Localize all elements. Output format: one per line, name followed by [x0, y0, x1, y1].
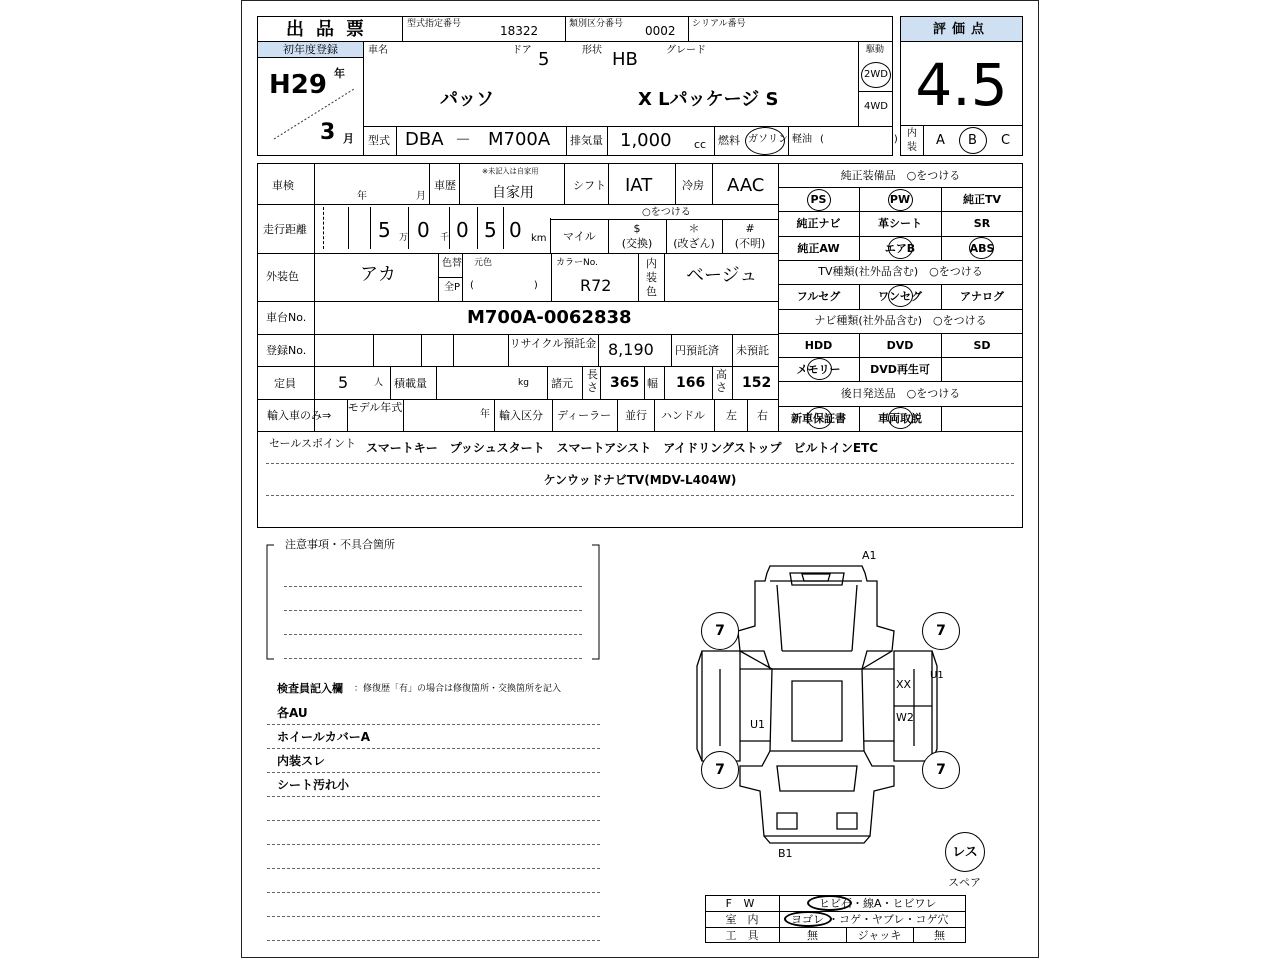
mileage-digit-3: 0: [456, 218, 469, 242]
sales-point-label: セールスポイント: [269, 437, 357, 450]
tv-fullseg: フルセグ: [796, 290, 841, 303]
shape: HB: [612, 49, 638, 70]
category: 0002: [645, 24, 676, 38]
mileage-digit-5: 0: [509, 218, 522, 242]
navi-memory-circle: [807, 358, 832, 380]
equip-pw: PW: [889, 193, 911, 206]
first-reg-label: 初年度登録: [283, 43, 338, 56]
mileage-digit-1: 5: [378, 218, 391, 242]
interior-color: ベージュ: [686, 265, 758, 286]
equip-genuine-navi: 純正ナビ: [796, 217, 841, 230]
capacity: 5: [338, 373, 349, 392]
inspector-item-4: シート汚れ小: [277, 778, 350, 792]
history: 自家用: [492, 185, 534, 201]
interior-grade-c: C: [1001, 133, 1011, 148]
first-reg-year: H29: [269, 70, 327, 100]
navi-hdd: HDD: [804, 339, 833, 352]
auction-sheet: 出品票 型式指定番号 18322 類別区分番号 0002 シリアル番号 初年度登録 H29 年 3 月 車名 ドア 5 形状 HB グレード パッソ X Lパッケージ S 駆動 2WD 4WD 型式 DBA － M700A 排気量 1,000 cc 燃料 ガソリン 軽油 ( ) 評価点 4.5 内装 A B C 車検 年 月 車歴 ※未記入は自家用 自家用 シフト IAT 冷房 AAC 走行距離 5 万 0 千 0 5 0 km ○をつける マイル $ (交換) ＊ (改ざん) # (不明) 外装色 アカ 色替 全P 元色 ( ) カラーNo. R72 内装色 ベージュ 車台No. M700A-0062838 登録No. リサイクル預託金 8,190 円預託済 未預託 定員 5 人 積載量 kg 諸元 長さ 365 幅 166 高さ 152 輸入車のみ⇒ モデル年式 年 輸入区分 ディーラー 並行 ハンドル 左 右 純正装備品 ○をつける PS PW 純正TV 純正ナビ 革シート SR 純正AW エアB ABS TV種類(社外品含む) ○をつける フルセグ ワンセグ アナログ ナビ種類(社外品含む) ○をつける HDD DVD SD メモリー DVD再生可 後日発送品 ○をつける 新車保証書 車両取説 セールスポイント スマートキー プッシュスタート スマートアシスト アイドリングストップ ビルトインETC ケンウッドナビTV(MDV-L404W) 注意事項・不具合箇所 検査員記入欄 ：修復歴「有」の場合は修復箇所・交換箇所を記入 各AU ホイールカバーA 内装スレ シート汚れ小 A1 B1 7 7 7 7 XX U1 W2 U1 レス スペア F W ヒビ石 ・線A・ヒビワレ 室 内 ヨゴレ ・コゲ・ヤブレ・コゲ穴 工 具 無 ジャッキ 無: [241, 0, 1039, 958]
legend-fw-a: ヒビ石: [819, 897, 852, 910]
svg-text:A1: A1: [862, 551, 877, 562]
damage-w2: W2: [896, 711, 914, 724]
legend-tools-label: 工 具: [725, 929, 759, 942]
model-label: 型式: [368, 134, 390, 147]
car-damage-diagram: [682, 551, 982, 861]
car-name-label: 車名: [368, 45, 388, 56]
docs-manual: 車両取説: [878, 412, 922, 425]
navi-memory: メモリー: [796, 363, 841, 376]
displacement: 1,000: [620, 130, 672, 151]
navi-sd: SD: [973, 339, 991, 352]
equip-airbag: エアB: [884, 242, 916, 255]
equip-genuine-tv: 純正TV: [962, 193, 1002, 206]
serial-label: シリアル番号: [692, 19, 746, 29]
width: 166: [676, 375, 706, 391]
equip-ps: PS: [810, 193, 827, 206]
score-value: 4.5: [915, 51, 1008, 119]
legend-tools-1: 無: [807, 929, 818, 942]
doors: 5: [538, 49, 550, 70]
legend-tools-3: 無: [934, 929, 945, 942]
mileage-digit-2: 0: [417, 218, 430, 242]
model-prefix: DBA: [405, 129, 444, 150]
recycle-deposit: 8,190: [608, 340, 654, 359]
legend-room-label: 室 内: [725, 913, 759, 926]
exterior-color: アカ: [360, 264, 396, 285]
equip-genuine-aw: 純正AW: [797, 242, 840, 255]
sales-point-line2: ケンウッドナビTV(MDV-L404W): [543, 473, 737, 487]
legend-fw-circle: [807, 895, 852, 911]
legend-room-a: ヨゴレ: [791, 913, 824, 926]
tv-oneseg-circle: [888, 285, 913, 307]
height: 152: [742, 375, 772, 391]
score-label: 評価点: [932, 22, 990, 37]
legend-fw-b: ・線A・ヒビワレ: [852, 897, 937, 910]
category-label: 類別区分番号: [569, 19, 624, 29]
tv-type-label: TV種類(社外品含む) ○をつける: [818, 265, 983, 278]
car-name: パッソ: [440, 89, 494, 110]
inspector-label: 検査員記入欄: [277, 682, 343, 695]
interior-grade-b: B: [968, 133, 977, 148]
caution-bracket: [264, 542, 604, 662]
equip-ps-circle: [807, 189, 831, 211]
grade: X Lパッケージ S: [638, 89, 779, 110]
docs-label: 後日発送品 ○をつける: [840, 387, 961, 400]
spare-label: スペア: [948, 876, 981, 889]
model-designation-label: 型式指定番号: [407, 19, 462, 29]
genuine-equipment-label: 純正装備品 ○をつける: [840, 169, 961, 182]
inspector-item-2: ホイールカバーA: [277, 730, 371, 744]
shift: IAT: [625, 175, 653, 196]
sales-point-line1: スマートキー プッシュスタート スマートアシスト アイドリングストップ ビルトインETC: [366, 441, 879, 455]
legend-room-b: ・コゲ・ヤブレ・コゲ穴: [828, 913, 949, 926]
docs-warranty: 新車保証書: [791, 412, 846, 425]
legend-tools-2: ジャッキ: [857, 929, 902, 942]
equip-airbag-circle: [888, 237, 913, 259]
equip-sunroof: SR: [973, 217, 991, 230]
equip-pw-circle: [888, 189, 913, 211]
interior-grade-a: A: [936, 133, 945, 148]
navi-dvd: DVD: [886, 339, 914, 352]
spare-value: レス: [952, 845, 978, 860]
tv-analog: アナログ: [960, 290, 1004, 303]
tv-oneseg: ワンセグ: [878, 290, 922, 303]
navi-dvd-playback: DVD再生可: [870, 363, 930, 376]
legend-room-circle: [784, 911, 832, 927]
equip-abs-circle: [969, 237, 994, 259]
ac: AAC: [727, 175, 765, 196]
length: 365: [610, 375, 640, 391]
drive-4wd: 4WD: [864, 101, 888, 112]
mileage-digit-4: 5: [484, 218, 497, 242]
legend-fw-label: F W: [725, 897, 759, 910]
caution-label: 注意事項・不具合箇所: [285, 538, 395, 551]
inspector-item-1: 各AU: [277, 706, 308, 720]
equip-abs: ABS: [969, 242, 995, 255]
drive-2wd: 2WD: [864, 69, 888, 80]
fuel-gasoline: ガソリン: [748, 134, 788, 145]
model-code: M700A: [488, 129, 551, 150]
inspector-item-3: 内装スレ: [277, 754, 326, 768]
docs-warranty-circle: [807, 407, 832, 429]
damage-u1-left: U1: [750, 718, 766, 731]
color-number: R72: [580, 276, 612, 295]
equip-leather-seat: 革シート: [878, 217, 922, 230]
docs-manual-circle: [888, 407, 913, 429]
first-reg-month: 3: [320, 120, 336, 145]
navi-type-label: ナビ種類(社外品含む) ○をつける: [814, 314, 987, 327]
sheet-title: 出品票: [286, 19, 376, 40]
model-designation: 18322: [500, 24, 539, 38]
damage-u1-right: U1: [930, 670, 944, 681]
damage-xx: XX: [896, 678, 912, 691]
chassis-number: M700A-0062838: [467, 307, 632, 328]
svg-text:B1: B1: [778, 847, 793, 860]
inspector-note: ：修復歴「有」の場合は修復箇所・交換箇所を記入: [354, 684, 562, 694]
